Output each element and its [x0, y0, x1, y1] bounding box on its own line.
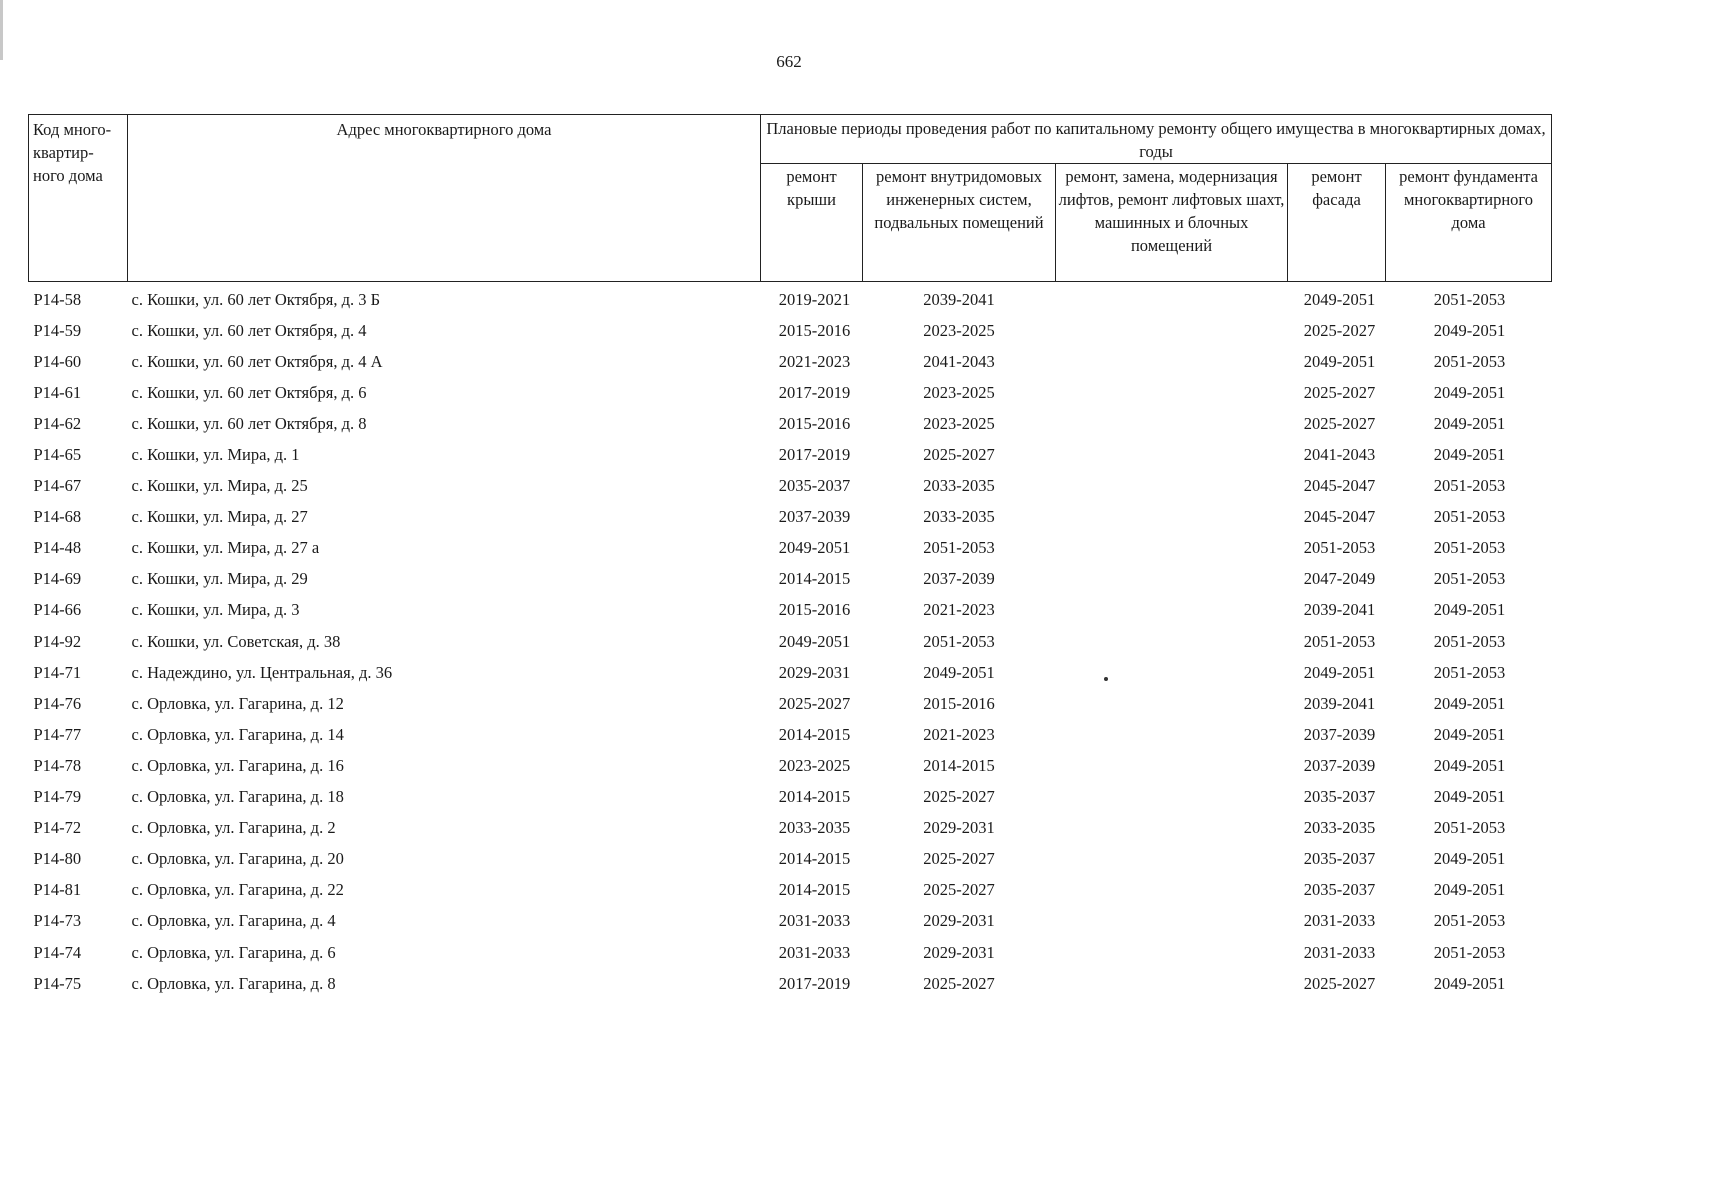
cell-facade: 2039-2041 [1303, 693, 1376, 713]
cell-roof: 2033-2035 [778, 818, 851, 838]
cell-roof: 2019-2021 [778, 289, 851, 309]
table-body [29, 282, 1552, 1000]
table-row [29, 688, 1552, 719]
cell-address: с. Кошки, ул. Мира, д. 29 [131, 569, 308, 589]
cell-roof: 2017-2019 [778, 382, 851, 402]
cell-lifts [1056, 875, 1288, 906]
cell-engineering: 2029-2031 [923, 942, 995, 962]
table-row [29, 844, 1552, 875]
cell-code: Р14-80 [33, 849, 82, 869]
cell-address: с. Кошки, ул. 60 лет Октября, д. 8 [131, 413, 367, 433]
cell-foundation: 2049-2051 [1433, 600, 1506, 620]
table-header [29, 115, 1552, 282]
cell-address: с. Кошки, ул. Советская, д. 38 [131, 631, 341, 651]
cell-facade: 2045-2047 [1303, 507, 1376, 527]
cell-roof: 2037-2039 [778, 507, 851, 527]
cell-foundation: 2051-2053 [1433, 662, 1506, 682]
cell-facade: 2047-2049 [1303, 569, 1376, 589]
cell-address: с. Кошки, ул. Мира, д. 25 [131, 476, 308, 496]
cell-facade: 2025-2027 [1303, 413, 1376, 433]
table-row [29, 282, 1552, 316]
cell-foundation: 2049-2051 [1433, 445, 1506, 465]
cell-roof: 2017-2019 [778, 445, 851, 465]
cell-code: Р14-48 [33, 538, 82, 558]
cell-engineering: 2015-2016 [923, 693, 995, 713]
cell-engineering: 2025-2027 [923, 849, 995, 869]
cell-roof: 2035-2037 [778, 476, 851, 496]
cell-code: Р14-61 [33, 382, 82, 402]
cell-roof: 2015-2016 [778, 320, 851, 340]
cell-lifts [1056, 906, 1288, 937]
cell-engineering: 2023-2025 [923, 413, 995, 433]
table-row [29, 595, 1552, 626]
cell-lifts [1056, 533, 1288, 564]
cell-lifts [1056, 782, 1288, 813]
cell-facade: 2045-2047 [1303, 476, 1376, 496]
cell-engineering: 2033-2035 [923, 476, 995, 496]
cell-code: Р14-58 [33, 289, 82, 309]
header-periods: Плановые периоды проведения работ по капитальному ремонту общего имущества в многоквартирных домах, годы [761, 115, 1552, 164]
cell-lifts [1056, 471, 1288, 502]
cell-roof: 2025-2027 [778, 693, 851, 713]
cell-facade: 2037-2039 [1303, 724, 1376, 744]
cell-lifts [1056, 719, 1288, 750]
table-row [29, 502, 1552, 533]
page-number: 662 [776, 52, 802, 71]
cell-code: Р14-81 [33, 880, 82, 900]
table-row [29, 750, 1552, 781]
cell-roof: 2014-2015 [778, 569, 851, 589]
cell-lifts [1056, 844, 1288, 875]
cell-facade: 2051-2053 [1303, 538, 1376, 558]
cell-roof: 2014-2015 [778, 849, 851, 869]
cell-foundation: 2049-2051 [1433, 849, 1506, 869]
header-roof: ремонт крыши [761, 164, 863, 282]
cell-engineering: 2037-2039 [923, 569, 995, 589]
cell-engineering: 2025-2027 [923, 445, 995, 465]
cell-lifts [1056, 688, 1288, 719]
cell-lifts [1056, 439, 1288, 470]
cell-code: Р14-60 [33, 351, 82, 371]
cell-roof: 2031-2033 [778, 911, 851, 931]
table-row [29, 408, 1552, 439]
cell-facade: 2037-2039 [1303, 755, 1376, 775]
cell-facade: 2041-2043 [1303, 445, 1376, 465]
cell-code: Р14-69 [33, 569, 82, 589]
cell-engineering: 2039-2041 [923, 289, 995, 309]
cell-roof: 2014-2015 [778, 724, 851, 744]
cell-address: с. Надеждино, ул. Центральная, д. 36 [131, 662, 393, 682]
header-engineering: ремонт внутридомовых инженерных систем, подвальных помещений [863, 164, 1056, 282]
cell-roof: 2031-2033 [778, 942, 851, 962]
cell-engineering: 2051-2053 [923, 538, 995, 558]
cell-address: с. Кошки, ул. Мира, д. 3 [131, 600, 300, 620]
cell-foundation: 2051-2053 [1433, 942, 1506, 962]
cell-code: Р14-74 [33, 942, 82, 962]
cell-engineering: 2023-2025 [923, 320, 995, 340]
cell-facade: 2049-2051 [1303, 662, 1376, 682]
cell-code: Р14-79 [33, 787, 82, 807]
cell-code: Р14-77 [33, 724, 82, 744]
scan-speck [1104, 677, 1108, 681]
cell-roof: 2049-2051 [778, 538, 851, 558]
cell-foundation: 2051-2053 [1433, 631, 1506, 651]
cell-foundation: 2049-2051 [1433, 382, 1506, 402]
cell-code: Р14-78 [33, 755, 82, 775]
cell-address: с. Орловка, ул. Гагарина, д. 12 [131, 693, 344, 713]
table-row [29, 782, 1552, 813]
cell-foundation: 2049-2051 [1433, 693, 1506, 713]
header-facade: ремонт фасада [1288, 164, 1386, 282]
cell-facade: 2051-2053 [1303, 631, 1376, 651]
table-row [29, 346, 1552, 377]
cell-address: с. Кошки, ул. 60 лет Октября, д. 6 [131, 382, 367, 402]
cell-engineering: 2014-2015 [923, 755, 995, 775]
cell-roof: 2015-2016 [778, 600, 851, 620]
cell-address: с. Кошки, ул. 60 лет Октября, д. 4 А [131, 351, 383, 371]
cell-foundation: 2049-2051 [1433, 755, 1506, 775]
cell-facade: 2031-2033 [1303, 911, 1376, 931]
cell-foundation: 2049-2051 [1433, 787, 1506, 807]
header-code: Код много-квартир-ного дома [29, 115, 128, 282]
header-foundation: ремонт фундамента многоквартирного дома [1386, 164, 1552, 282]
cell-code: Р14-66 [33, 600, 82, 620]
cell-facade: 2025-2027 [1303, 382, 1376, 402]
table-row [29, 875, 1552, 906]
cell-address: с. Орловка, ул. Гагарина, д. 2 [131, 818, 336, 838]
cell-lifts [1056, 626, 1288, 657]
cell-address: с. Орловка, ул. Гагарина, д. 16 [131, 755, 344, 775]
cell-lifts [1056, 502, 1288, 533]
repair-schedule-table [28, 114, 1552, 999]
cell-address: с. Кошки, ул. Мира, д. 1 [131, 445, 300, 465]
cell-address: с. Орловка, ул. Гагарина, д. 4 [131, 911, 336, 931]
cell-foundation: 2051-2053 [1433, 351, 1506, 371]
cell-address: с. Орловка, ул. Гагарина, д. 8 [131, 973, 336, 993]
cell-roof: 2015-2016 [778, 413, 851, 433]
cell-code: Р14-73 [33, 911, 82, 931]
cell-address: с. Орловка, ул. Гагарина, д. 18 [131, 787, 344, 807]
cell-code: Р14-67 [33, 476, 82, 496]
table-row [29, 813, 1552, 844]
table-row [29, 439, 1552, 470]
cell-foundation: 2051-2053 [1433, 538, 1506, 558]
cell-engineering: 2051-2053 [923, 631, 995, 651]
header-lifts: ремонт, замена, модернизация лифтов, ремонт лифтовых шахт, машинных и блочных помещений [1056, 164, 1288, 282]
cell-foundation: 2051-2053 [1433, 818, 1506, 838]
cell-facade: 2035-2037 [1303, 880, 1376, 900]
cell-address: с. Орловка, ул. Гагарина, д. 20 [131, 849, 344, 869]
cell-roof: 2029-2031 [778, 662, 851, 682]
cell-roof: 2049-2051 [778, 631, 851, 651]
cell-lifts [1056, 282, 1288, 316]
cell-lifts [1056, 595, 1288, 626]
cell-engineering: 2029-2031 [923, 818, 995, 838]
cell-facade: 2039-2041 [1303, 600, 1376, 620]
cell-lifts [1056, 408, 1288, 439]
cell-lifts [1056, 968, 1288, 999]
table-row [29, 377, 1552, 408]
table-row [29, 937, 1552, 968]
cell-address: с. Орловка, ул. Гагарина, д. 14 [131, 724, 344, 744]
cell-address: с. Кошки, ул. 60 лет Октября, д. 3 Б [131, 289, 381, 309]
cell-facade: 2049-2051 [1303, 289, 1376, 309]
cell-facade: 2033-2035 [1303, 818, 1376, 838]
cell-address: с. Орловка, ул. Гагарина, д. 22 [131, 880, 344, 900]
cell-engineering: 2021-2023 [923, 724, 995, 744]
cell-facade: 2049-2051 [1303, 351, 1376, 371]
table-row [29, 906, 1552, 937]
cell-roof: 2014-2015 [778, 880, 851, 900]
cell-facade: 2035-2037 [1303, 787, 1376, 807]
cell-foundation: 2049-2051 [1433, 413, 1506, 433]
cell-roof: 2023-2025 [778, 755, 851, 775]
cell-code: Р14-75 [33, 973, 82, 993]
cell-engineering: 2049-2051 [923, 662, 995, 682]
cell-code: Р14-65 [33, 445, 82, 465]
cell-lifts [1056, 315, 1288, 346]
cell-code: Р14-68 [33, 507, 82, 527]
cell-code: Р14-62 [33, 413, 82, 433]
cell-facade: 2025-2027 [1303, 973, 1376, 993]
cell-code: Р14-72 [33, 818, 82, 838]
cell-foundation: 2051-2053 [1433, 289, 1506, 309]
cell-foundation: 2051-2053 [1433, 569, 1506, 589]
cell-roof: 2014-2015 [778, 787, 851, 807]
cell-foundation: 2051-2053 [1433, 476, 1506, 496]
table-row [29, 564, 1552, 595]
cell-engineering: 2025-2027 [923, 973, 995, 993]
scan-edge-mark [0, 0, 3, 60]
cell-engineering: 2041-2043 [923, 351, 995, 371]
table-row [29, 471, 1552, 502]
cell-lifts [1056, 377, 1288, 408]
cell-address: с. Орловка, ул. Гагарина, д. 6 [131, 942, 336, 962]
cell-code: Р14-71 [33, 662, 82, 682]
cell-lifts [1056, 813, 1288, 844]
cell-foundation: 2049-2051 [1433, 973, 1506, 993]
cell-engineering: 2033-2035 [923, 507, 995, 527]
cell-lifts [1056, 750, 1288, 781]
header-address: Адрес многоквартирного дома [128, 115, 761, 282]
cell-lifts [1056, 657, 1288, 688]
cell-engineering: 2021-2023 [923, 600, 995, 620]
cell-lifts [1056, 564, 1288, 595]
cell-code: Р14-59 [33, 320, 82, 340]
cell-roof: 2017-2019 [778, 973, 851, 993]
cell-lifts [1056, 937, 1288, 968]
cell-foundation: 2049-2051 [1433, 320, 1506, 340]
cell-roof: 2021-2023 [778, 351, 851, 371]
cell-facade: 2025-2027 [1303, 320, 1376, 340]
cell-foundation: 2051-2053 [1433, 911, 1506, 931]
cell-address: с. Кошки, ул. Мира, д. 27 а [131, 538, 320, 558]
cell-address: с. Кошки, ул. 60 лет Октября, д. 4 [131, 320, 367, 340]
table-row [29, 315, 1552, 346]
cell-foundation: 2049-2051 [1433, 724, 1506, 744]
table-row [29, 657, 1552, 688]
table-row [29, 968, 1552, 999]
cell-code: Р14-92 [33, 631, 82, 651]
cell-foundation: 2049-2051 [1433, 880, 1506, 900]
cell-engineering: 2025-2027 [923, 787, 995, 807]
cell-code: Р14-76 [33, 693, 82, 713]
cell-lifts [1056, 346, 1288, 377]
cell-facade: 2031-2033 [1303, 942, 1376, 962]
cell-engineering: 2025-2027 [923, 880, 995, 900]
table-row [29, 626, 1552, 657]
cell-engineering: 2023-2025 [923, 382, 995, 402]
cell-address: с. Кошки, ул. Мира, д. 27 [131, 507, 308, 527]
table-row [29, 533, 1552, 564]
cell-foundation: 2051-2053 [1433, 507, 1506, 527]
cell-facade: 2035-2037 [1303, 849, 1376, 869]
cell-engineering: 2029-2031 [923, 911, 995, 931]
table-row [29, 719, 1552, 750]
